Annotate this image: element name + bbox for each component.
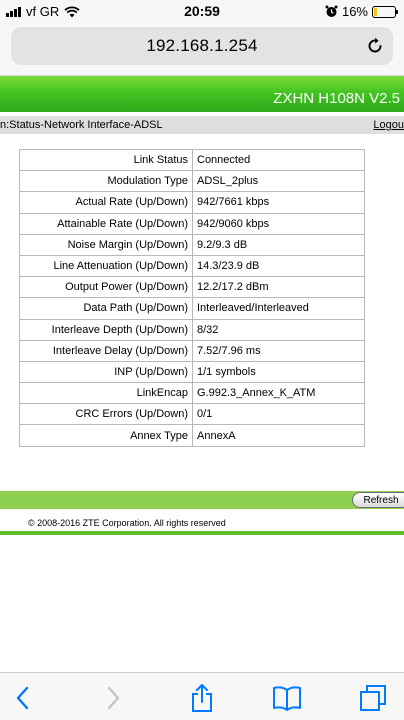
clock: 20:59 [184,3,220,19]
status-right [325,4,396,19]
table-row [20,404,365,425]
address-field[interactable] [11,27,393,65]
refresh-button[interactable]: Refresh [352,492,404,508]
row-label: Annex Type [20,425,193,446]
battery-percent: 16% [341,4,368,19]
row-value: 942/7661 kbps [193,192,365,213]
row-value: ADSL_2plus [193,171,365,192]
row-value: AnnexA [193,425,365,446]
row-value: 9.2/9.3 dB [193,234,365,255]
row-label: CRC Errors (Up/Down) [20,404,193,425]
row-label: Modulation Type [20,171,193,192]
row-value: 8/32 [193,319,365,340]
battery-level [374,8,377,16]
carrier-name: vf GR [26,4,60,19]
adsl-status-table [19,149,365,447]
table-row [20,255,365,276]
table-row [20,383,365,404]
row-value: 942/9060 kbps [193,213,365,234]
row-label: Link Status [20,150,193,171]
table-row [20,277,365,298]
alarm-icon [325,5,338,18]
table-row [20,213,365,234]
back-icon[interactable] [8,683,38,713]
table-row [20,340,365,361]
row-value: Connected [193,150,365,171]
refresh-bar [0,491,404,509]
reload-icon[interactable] [363,34,387,58]
row-label: Interleave Depth (Up/Down) [20,319,193,340]
logout-link[interactable]: Logou [373,119,404,131]
table-row [20,192,365,213]
row-label: Noise Margin (Up/Down) [20,234,193,255]
breadcrumb: n:Status-Network Interface-ADSL [0,119,163,131]
table-row [20,298,365,319]
model-name: ZXHN H108N V2.5 [273,90,400,107]
row-label: INP (Up/Down) [20,361,193,382]
table-row [20,150,365,171]
table-row [20,234,365,255]
address-bar-area [0,24,404,76]
router-header [0,76,404,112]
row-value: G.992.3_Annex_K_ATM [193,383,365,404]
row-label: Line Attenuation (Up/Down) [20,255,193,276]
row-label: Interleave Delay (Up/Down) [20,340,193,361]
forward-icon[interactable] [98,683,128,713]
table-row [20,319,365,340]
tabs-icon[interactable] [358,683,388,713]
row-label: Actual Rate (Up/Down) [20,192,193,213]
row-value: Interleaved/Interleaved [193,298,365,319]
row-label: Attainable Rate (Up/Down) [20,213,193,234]
browser-toolbar [0,672,404,720]
copyright-text: © 2008-2016 ZTE Corporation. All rights reserved [28,518,226,528]
url-text[interactable]: 192.168.1.254 [146,36,258,55]
row-value: 12.2/17.2 dBm [193,277,365,298]
row-value: 1/1 symbols [193,361,365,382]
bookmarks-icon[interactable] [272,683,302,713]
row-value: 14.3/23.9 dB [193,255,365,276]
breadcrumb-bar [0,116,404,134]
table-row [20,425,365,446]
footer-divider [0,531,404,535]
row-value: 7.52/7.96 ms [193,340,365,361]
table-row [20,361,365,382]
row-label: Data Path (Up/Down) [20,298,193,319]
table-row [20,171,365,192]
row-label: LinkEncap [20,383,193,404]
status-bar [0,0,404,24]
row-label: Output Power (Up/Down) [20,277,193,298]
share-icon[interactable] [187,683,217,713]
row-value: 0/1 [193,404,365,425]
battery-icon [372,6,396,18]
